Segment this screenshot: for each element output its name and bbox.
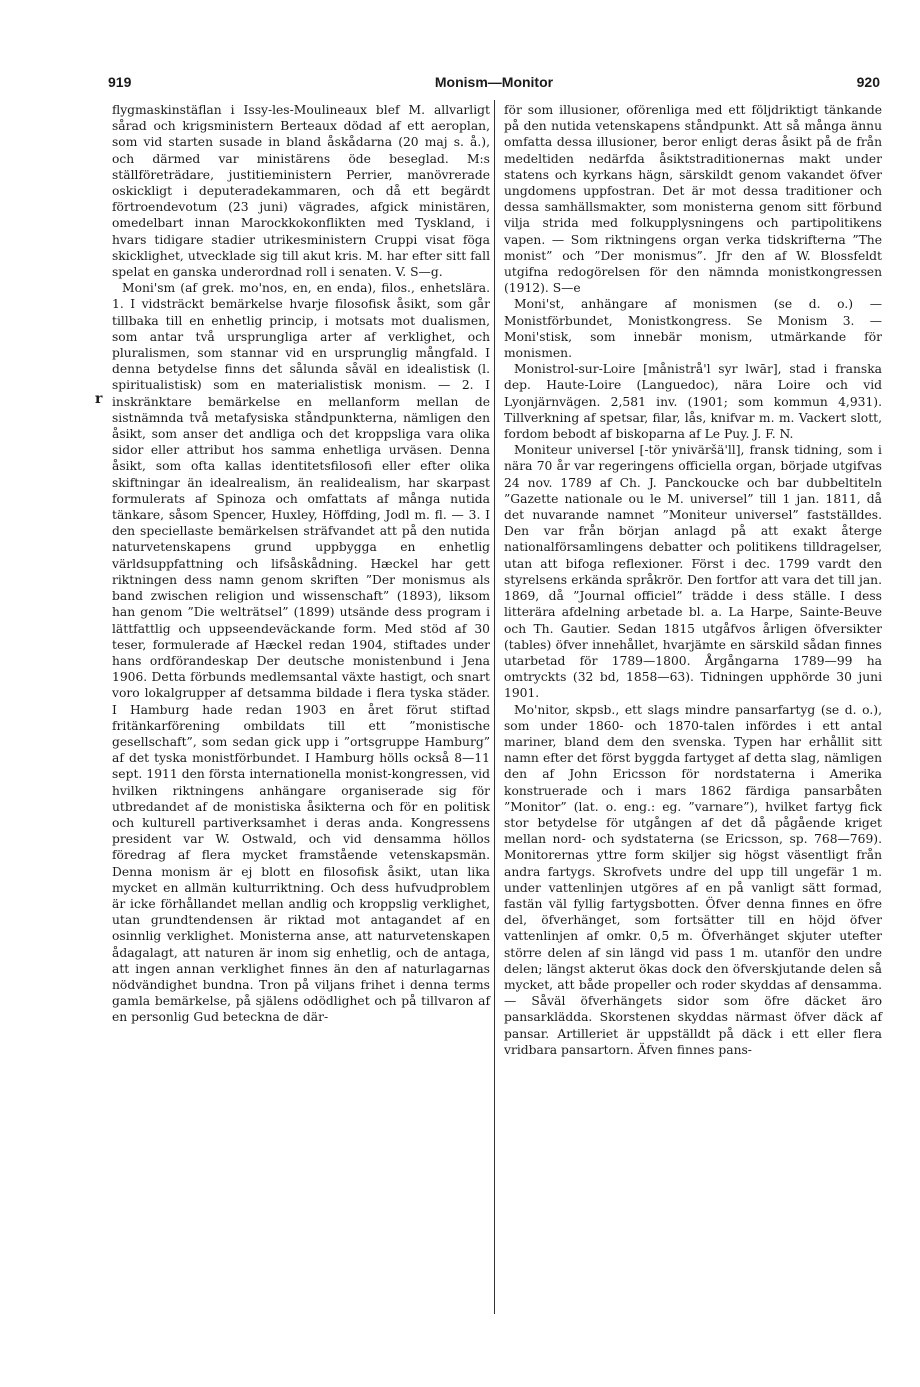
margin-mark: r <box>95 391 103 407</box>
paragraph-continuation: för som illusioner, oförenliga med ett följdriktigt tänkande på den nutida vetenskapens ståndpunkt. Att så många ännu omfatta dessa illusioner, beror enligt deras åsikt på de från medeltiden nedärfda åsiktstraditionernas makt under statens och kyrkans hägn, särskildt genom vakandet öfver ungdomens uppfostran. Det är mot dessa traditioner och dessa samhällsmakter, som monisterna genom sitt förbund vilja strida med folkupplysningens och partipolitikens vapen. — Som riktningens organ verka tidskrifterna ”The monist” och ”Der monismus”. Jfr den af W. Blossfeldt utgifna redogörelsen för den nämnda monistkongressen (1912). S—e <box>504 103 882 296</box>
entry-monism: Moni'sm (af grek. mo'nos, en, en enda), filos., enhetslära. 1. I vidsträckt bemärkelse hvarje filosofisk åsikt, som går tillbaka till en enhetlig princip, i motsats mot dualismen, som antar två ursprungliga arter af verklighet, och pluralismen, som stannar vid en ursprunglig mångfald. I denna betydelse finns det sålunda såväl en idealistisk (l. spiritualistisk) som en materialistisk monism. — 2. I inskränktare bemärkelse en mellanform mellan de sistnämnda två metafysiska ståndpunkterna, nämligen den åsikt, som anser det andliga och det kroppsliga vara olika sidor eller attribut hos samma enhetliga urväsen. Denna åsikt, som ofta kallas identitetsfilosofi eller efter olika skiftningar än idealrealism, än realidealism, har skarpast formulerats af Spinoza och omfattats af många nutida tänkare, såsom Spencer, Huxley, Höffding, Jodl m. fl. — 3. I den speciellaste bemärkelsen sträfvandet att på den nutida naturvetenskapens grund uppbygga en enhetlig världsuppfattning och lifsåskådning. Hæckel har gett riktningen dess namn genom skriften ”Der monismus als band zwischen religion und wissenschaft” (1893), liksom han genom ”Die welträtsel” (1899) utsände dess program i lättfattlig och uppseendeväckande form. Med stöd af 30 teser, formulerade af Hæckel redan 1904, stiftades under hans ordförandeskap Der deutsche monistenbund i Jena 1906. Detta förbunds medlemsantal växte hastigt, och snart voro lokalgrupper af detsamma bildade i flera tyska städer. I Hamburg hade redan 1903 en året förut stiftad fritänkarförening ombildats till ett ”monistische gesellschaft”, som sedan gick upp i ”ortsgruppe Hamburg” af det tyska monistförbundet. I Hamburg hölls också 8—11 sept. 1911 den första internationella monist-kongressen, vid hvilken riktningens anhängare organiserade sig för utbredandet af de monistiska åsikterna och för en politisk och kulturell partiverksamhet i deras anda. Kongressens president var W. Ostwald, och vid densamma höllos föredrag af flera mycket framstående vetenskapsmän. Denna monism är ej blott en filosofisk åsikt, utan lika mycket en allmän kulturriktning. Och dess hufvudproblem är icke förhållandet mellan andlig och kroppslig verklighet, utan grundtendensen är riktad mot antagandet af en osinnlig verklighet. Monisterna anse, att naturvetenskapen ådagalagt, att naturen är inom sig enhetlig, och de antaga, att ingen annan verklighet finnes än den af naturlagarnas nödvändighet bundna. Tron på viljans frihet i denna terms gamla bemärkelse, på själens odödlighet och på tillvaron af en personlig Gud betecknа de där- <box>112 281 490 1025</box>
left-column <box>112 102 490 1026</box>
column-divider <box>494 100 495 1314</box>
entry-monitor: Mo'nitor, skpsb., ett slags mindre pansarfartyg (se d. o.), som under 1860- och 1870-talen infördes i ett antal mariner, bland dem den svenska. Typen har erhållit sitt namn efter det först byggda fartyget af detta slag, nämligen den af John Ericsson för nordstaterna i Amerika konstruerade och i mars 1862 färdiga pansarbåten ”Monitor” (lat. o. eng.: eg. ”varnare”), hvilket fartyg fick stor betydelse för utgången af det då pågående kriget mellan nord- och sydstaterna (se Ericsson, sp. 768—769). Monitorernas yttre form skiljer sig högst väsentligt från andra fartygs. Skrofvets undre del upp till ungefär 1 m. under vattenlinjen utgöres af en på vanligt sätt formad, fastän väl fyllig fartygsbotten. Öfver denna finnes en öfre del, öfverhänget, som fortsätter till en höjd öfver vattenlinjen af omkr. 0,5 m. Öfverhänget skjuter utefter större delen af sin längd vid pass 1 m. utanför den undre delen; längst akterut ökas dock den öfverskjutande delen så mycket, att både propeller och roder skyddas af densamma. — Såväl öfverhängets sidor som öfre däcket äro pansarklädda. Skorstenen skyddas närmast öfver däck af pansar. Artilleriet är uppställdt på däck i ett eller flera vridbara pansartorn. Äfven finnes pans- <box>504 702 882 1057</box>
page-header <box>108 74 880 94</box>
page-number-left: 919 <box>108 74 132 90</box>
paragraph-continuation: flygmaskinstäflan i Issy-les-Moulineaux blef M. allvarligt sårad och krigsministern Berteaux dödad af ett aeroplan, som vid starten susade in bland åskådarna (20 maj s. å.), och därmed var ministärens öde beseglad. M:s ställföreträdare, justitieministern Perrier, manövrerade oskickligt i deputeradekammaren, och då ett begärdt förtroendevotum (23 juni) vägrades, afgick ministären, omedelbart innan Marockkokonflikten med Tyskland, i hvars tidigare stadier utrikesministern Cruppi visat föga skicklighet, utvecklade sig till akut kris. M. har efter sitt fall spelat en ganska underordnad roll i senaten. V. S—g. <box>112 103 490 280</box>
running-title: Monism—Monitor <box>434 74 554 90</box>
page-number-right: 920 <box>856 74 880 90</box>
entry-moniteur-universel: Moniteur universel [-tör yniväršä'll], fransk tidning, som i nära 70 år var regeringens officiella organ, började utgifvas 24 nov. 1789 af Ch. J. Panckoucke och bar dubbeltiteln ”Gazette nationale ou le M. universel” till 1 jan. 1811, då det nuvarande namnet ”Moniteur universel” fastställdes. Den var från början anlagd på att exakt återge nationalförsamlingens debatter och politikens tilldragelser, utan att bifoga reflexioner. Först i dec. 1799 vardt den styrelsens erkända språkrör. Den fortfor att vara det till jan. 1869, då ”Journal officiel” trädde i dess ställe. I dess litterära afdelning arbetade bl. a. La Harpe, Sainte-Beuve och Th. Gautier. Sedan 1815 utgåfvos årligen öfversikter (tables) öfver innehållet, hvarjämte en särskild sådan finnes utarbetad för 1789—1800. Årgångarna 1789—99 ha omtryckts (32 bd, 1858—63). Tidningen upphörde 30 juni 1901. <box>504 443 882 701</box>
entry-monistrol-sur-loire: Monistrol-sur-Loire [månistrå'l syr lwār], stad i franska dep. Haute-Loire (Languedoc), nära Loire och vid Lyonjärnvägen. 2,581 inv. (1901; som kommun 4,931). Tillverkning af spetsar, filar, lås, knifvar m. m. Vackert slott, fordom bebodt af biskoparna af Le Puy. J. F. N. <box>504 362 882 442</box>
entry-monist: Moni'st, anhängare af monismen (se d. o.) — Monistförbundet, Monistkongress. Se Monism 3. — Moni'stisk, som innebär monism, utmärkande för monismen. <box>504 297 882 361</box>
right-column <box>504 102 882 1058</box>
